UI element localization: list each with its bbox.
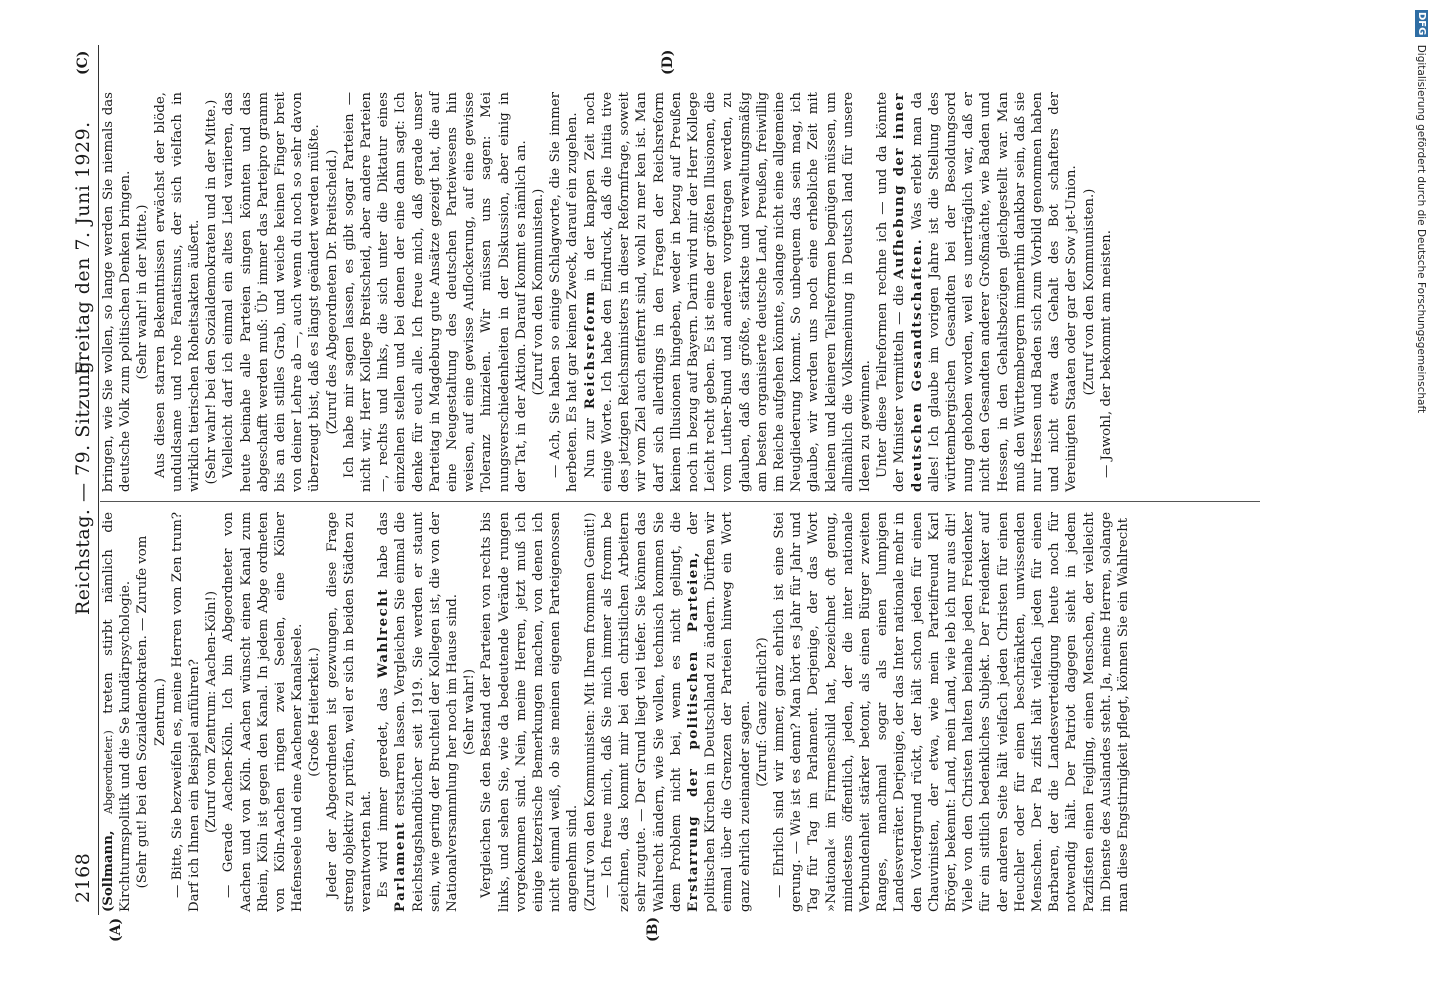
paragraph: — Ach, Sie haben so einige Schlagworte, die Sie immer herbeten. Es hat gar keinen Zweck, darauf ein zugehen. [548, 92, 581, 492]
interjection: (Zuruf von den Kommunisten.) [531, 188, 547, 396]
margin-mark-a: (A) [108, 917, 124, 942]
paragraph: — Bitte, Sie bezweifeln es, meine Herren vom Zen trum? Darf ich Ihnen ein Beispiel anführen? [169, 512, 203, 912]
paragraph: (Sollmann, Abgeordneter.) treten stirbt nämlich die Kirchturmspolitik und die Se kundärpsychologie. [101, 512, 134, 912]
paragraph: Ich habe mir sagen lassen, es gibt sogar Parteien — nicht wir, Herr Kollege Breitscheid, aber andere Parteien —, rechts und links, die sich unter die Diktatur eines einzelnen stellen und bei denen der eine dann sagt: Ich denke für euch alle. Ich freue mich, daß gerade unser Parteitag in Magdeburg gute Ansätze gezeigt hat, die auf eine Neugestaltung des deutschen Parteiwesens hin weisen, auf eine gewisse Auflockerung, auf eine gewisse Toleranz hinzielen. Wir müssen uns sagen: Mei nungsverschiedenheiten in der Diskussion, aber einig in der Tat, in der Aktion. Darauf kommt es nämlich an. [341, 92, 529, 492]
interjection: (Sehr gut! bei den Sozialdemokraten. — Zurufe vom Zentrum.) [135, 535, 168, 889]
dfg-credit [1415, 10, 1428, 413]
paragraph: — Ehrlich sind wir immer, ganz ehrlich ist eine Stei gerung. — Wie ist es denn? Man hört es Jahr für Jahr und Tag für Tag im Parlament. Derjenige, der das Wort »National« im Firmenschild hat, bezeichnet oft genug, mindestens öffentlich, jeden, der die inter nationale Verbundenheit stärker betont, als einen Bürger zweiten Ranges, manchmal sogar als einen lumpigen Landesverräter. Derjenige, der das Inter nationale mehr in den Vordergrund rückt, der hält schon jeden für einen Chauvinisten, der etwa, wie mein Parteifreund Karl Bröger, bekennt: Land, mein Land, wie leb ich nur aus dir! Viele von den Christen halten beinahe jeden Freidenker für ein sittlich bedenkliches Subjekt. Der Freidenker auf der anderen Seite hält vielfach jeden Christen für einen Heuchler oder für einen beschränkten, unwissenden Menschen. Der Pa zifist hält vielfach jeden für einen Barbaren, der die Landesverteidigung heute noch für notwendig hält. Der Patriot dagegen sieht in jedem Pazifisten einen Feigling, einen Menschen, der vielleicht im Dienste des Auslandes steht. Ja, meine Herren, solange man diese Engstirnigkeit pflegt, können Sie ein Wahlrecht [771, 512, 1131, 912]
interjection: (Zuruf vom Zentrum: Aachen-Köln!) [204, 590, 220, 834]
interjection: (Sehr wahr! in der Mitte.) [135, 204, 151, 380]
paragraph: Vergleichen Sie den Bestand der Parteien von rechts bis links, und sehen Sie, wie da bedeutende Verände rungen vorgekommen sind. Nein, meine Herren, jetzt muß ich einige ketzerische Bemerkungen machen, von denen ich nicht einmal weiß, ob sie meinen eigenen Parteigenossen angenehm sind. [479, 512, 581, 912]
right-column [100, 92, 1115, 492]
interjection: (Zuruf von den Kommunisten: Mit Ihrem frommen Gemüt!) [582, 512, 598, 912]
column-divider [100, 501, 1260, 502]
interjection: (Sehr wahr!) [462, 668, 478, 756]
margin-mark-b: (B) [645, 916, 661, 942]
paragraph: — Jawohl, der bekommt am meisten. [1098, 230, 1114, 478]
paragraph: Jeder der Abgeordneten ist gezwungen, diese Frage streng objektiv zu prüfen, weil er sich in beiden Städten zu verantworten hat. [324, 512, 375, 912]
dfg-credit-text: Digitalisierung gefördert durch die Deutsche Forschungsgemeinschaft [1415, 44, 1427, 414]
paragraph: Unter diese Teilreformen rechne ich — und da könnte der Minister vermitteln — die Aufhebung der inner deutschen Gesandtschaften. Was erlebt man da alles! Ich glaube im vorigen Jahre ist die Stellung des württembergischen Gesandten bei der Besoldungsord nung gehoben worden, weil es unerträglich war, daß er nicht den Gesandten anderer Großmächte, wie Baden und Hessen, in den Gehaltsbezügen gleichgestellt war. Man muß den Württembergern immerhin dankbar sein, daß sie nur Hessen und Baden sich zum Vorbild genommen haben und nicht etwa das Gehalt des Bot schafters der Vereinigten Staaten oder gar der Sow jet-Union. [875, 91, 1080, 492]
interjection: (Zuruf des Abgeordneten Dr. Breitscheid.) [324, 149, 340, 435]
paragraph: — Ich freue mich, daß Sie mich immer als fromm be zeichnen, das kommt mir bei den christlichen Arbeitern sehr zugute. — Der Grund liegt viel tiefer. Sie können das Wahlrecht ändern, wie Sie wollen, technisch kommen Sie dem Problem nicht bei, wenn es nicht gelingt, die Erstarrung der politischen Parteien, der politischen Kirchen in Deutschland zu ändern. Dürften wir einmal über die Grenzen der Parteien hinweg ein Wort ganz ehrlich zueinander sagen. [599, 512, 753, 912]
paragraph: Nun zur Reichsreform in der knappen Zeit noch einige Worte. Ich habe den Eindruck, daß die Initia tive des jetzigen Reichsministers in dieser Reformfrage, soweit wir vom Ziel auch entfernt sind, wohl zu mer ken ist. Man darf sich allerdings in den Fragen der Reichsreform keinen Illusionen hingeben, weder in bezug auf Preußen noch in bezug auf Bayern. Darin wird mir der Herr Kollege Leicht recht geben. Es ist eine der größten Illusionen, die vom Luther-Bund und anderen vorgetragen werden, zu glauben, daß das größte, stärkste und verwaltungsmäßig am besten organisierte deutsche Land, Preußen, freiwillig im Reiche aufgehen könnte, solange nicht eine allgemeine Neugliederung kommt. So unbequem das sein mag, ich glaube, wir werden uns noch eine erhebliche Zeit mit kleinen und kleineren Teilreformen begnügen müssen, um allmählich die Volksmeinung in Deutsch land für unsere Ideen zu gewinnen. [582, 92, 873, 492]
interjection: (Zuruf: Ganz ehrlich?) [754, 637, 770, 787]
header-rule [98, 45, 99, 915]
session-title: Reichstag. — 79. Sitzung. [72, 354, 94, 615]
margin-mark-c: (C) [75, 50, 91, 75]
interjection: (Sehr wahr! bei den Sozialdemokraten und in der Mitte.) [204, 99, 220, 485]
interjection: (Zuruf von den Kommunisten.) [1081, 188, 1097, 396]
left-column [100, 512, 1132, 912]
paragraph: Vielleicht darf ich einmal ein altes Lied variieren, das heute beinahe alle Parteien singen könnten und das abgeschafft werden muß: Üb' immer das Parteipro gramm bis an dein stilles Grab, und weiche keinen Finger breit von deiner Lehre ab —, auch wenn du noch so sehr davon überzeugt bist, daß es längst geändert werden müßte. [221, 92, 323, 492]
paragraph: — Gerade Aachen-Köln. Ich bin Abgeordneter von Aachen und von Köln. Aachen wünscht einen Kanal zum Rhein, Köln ist gegen den Kanal. In jedem Abge ordneten von Köln-Aachen ringen zwei Seelen, eine Kölner Hafenseele und eine Aachener Kanalseele. [221, 512, 306, 912]
dfg-logo: DFG [1416, 12, 1427, 36]
paragraph: Aus diesen starren Bekenntnissen erwächst der blöde, unduldsame und rohe Fanatismus, der sich vielfach in wirklich tierischen Roheitsakten äußert. [152, 92, 203, 492]
margin-mark-d: (D) [660, 49, 676, 75]
page-header [68, 85, 98, 915]
interjection: (Große Heiterkeit.) [307, 647, 323, 777]
session-date: Freitag den 7. Juni 1929. [72, 121, 94, 375]
page-number: 2168 [72, 852, 94, 903]
paragraph: bringen, wie Sie wollen, so lange werden Sie niemals das deutsche Volk zum politischen Denken bringen. [101, 92, 134, 492]
paragraph: Es wird immer geredet, das Wahlrecht habe das Parlament erstarren lassen. Vergleichen Sie einmal die Reichstagshandbücher seit 1919. Sie werden er staunt sein, wie gering der Bruchteil der Kollegen ist, die von der Nationalversammlung her noch im Hause sind. [376, 512, 461, 912]
